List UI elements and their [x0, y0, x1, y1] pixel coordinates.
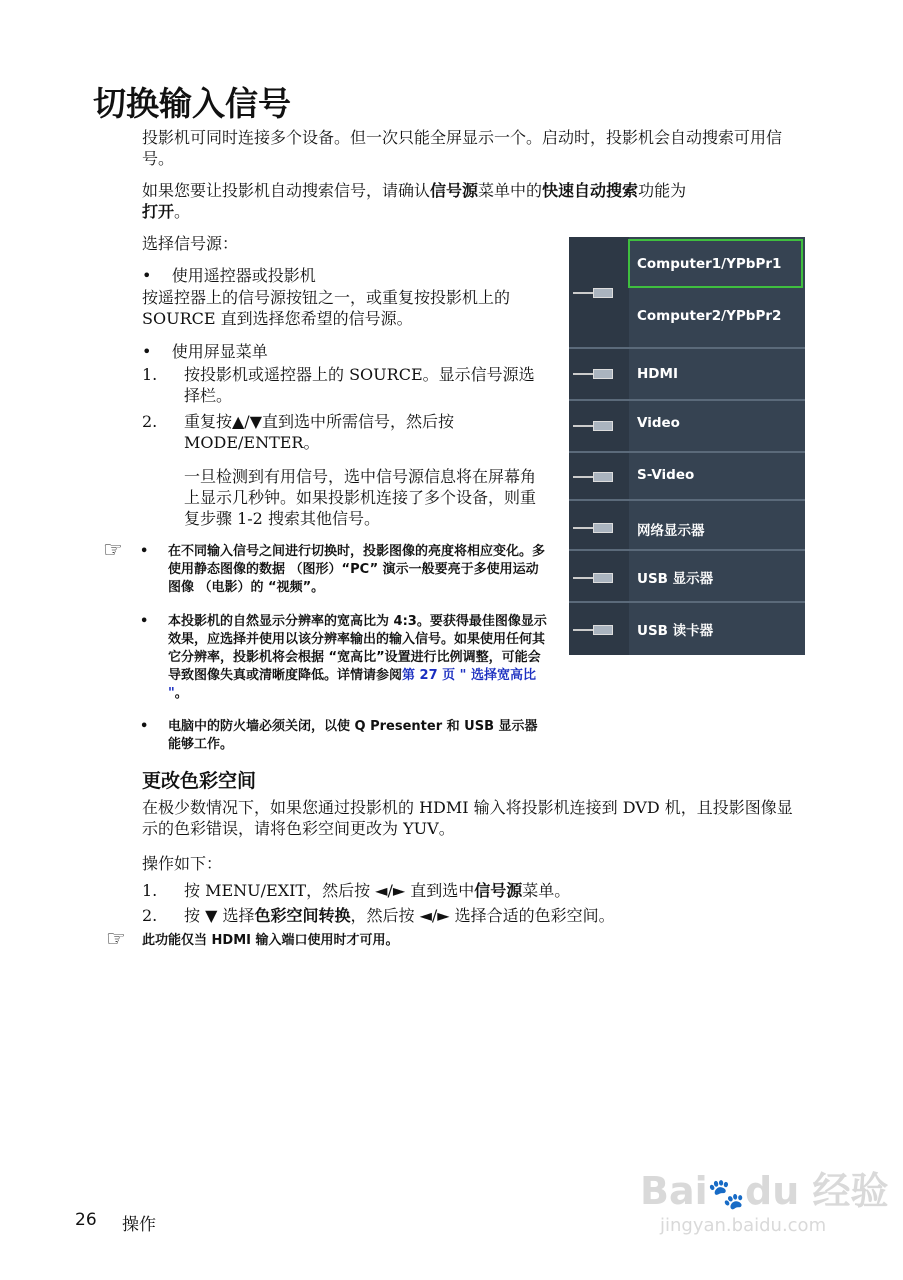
- source-item-usb-display[interactable]: USB 显示器: [637, 571, 714, 587]
- bullet-text: 使用遥控器或投影机: [171, 266, 316, 285]
- source-item-video-row[interactable]: [569, 399, 805, 451]
- page-link[interactable]: 第 27 页 " 选择宽高比 ": [168, 668, 536, 701]
- ops-label: 操作如下：: [142, 854, 223, 873]
- rca-connector-icon: [573, 421, 617, 431]
- source-item-computer2[interactable]: Computer2/YPbPr2: [637, 308, 782, 324]
- hand-pointer-icon: ☞: [103, 538, 123, 563]
- source-item-hdmi[interactable]: HDMI: [637, 366, 678, 382]
- hdmi-connector-icon: [573, 369, 617, 379]
- usb-connector-icon: [573, 573, 617, 583]
- note-item: [168, 613, 548, 703]
- page-title: 切换输入信号: [93, 84, 291, 123]
- page-number: 26: [75, 1210, 97, 1230]
- source-item-computer1[interactable]: Computer1/YPbPr1: [637, 256, 782, 272]
- source-item-svideo[interactable]: S-Video: [637, 467, 695, 483]
- vga-connector-icon: [573, 288, 617, 298]
- footer-section: 操作: [122, 1215, 156, 1235]
- bullet: •: [140, 544, 149, 559]
- text: 。: [174, 686, 188, 701]
- step-number: 1.: [142, 881, 158, 900]
- bold-term: 色彩空间转换: [254, 906, 351, 925]
- text: 按 ▼ 选择: [184, 906, 255, 925]
- source-item-usb-reader-row[interactable]: [569, 601, 805, 655]
- select-label: 选择信号源：: [142, 234, 239, 253]
- section2-text: 在极少数情况下，如果您通过投影机的 HDMI 输入将投影机连接到 DVD 机，且投影图像显示的色彩错误，请将色彩空间更改为 YUV。: [142, 798, 793, 838]
- op-step: [184, 905, 615, 926]
- svideo-connector-icon: [573, 472, 617, 482]
- step-text: 重复按▲/▼直到选中所需信号，然后按 MODE/ENTER。: [184, 412, 455, 452]
- section-title-color-space: 更改色彩空间: [142, 770, 257, 792]
- text: 按 MENU/EXIT，然后按 ◄/► 直到选中: [184, 881, 475, 900]
- source-item-usb-display-row[interactable]: [569, 549, 805, 603]
- text: 菜单中的: [478, 181, 543, 200]
- source-selection-menu: [569, 237, 805, 655]
- bullet: •: [140, 614, 149, 629]
- source-item-video[interactable]: Video: [637, 415, 680, 431]
- text: 如果您要让投影机自动搜索信号，请确认: [142, 181, 431, 200]
- bullet-text: 使用屏显菜单: [171, 342, 268, 361]
- note-item: 在不同输入信号之间进行切换时，投影图像的亮度将相应变化。多使用静态图像的数据 （图形）“PC” 演示一般要亮于多使用运动图像 （电影）的 “视频”。: [168, 544, 546, 595]
- text: ，然后按 ◄/► 选择合适的色彩空间。: [350, 906, 615, 925]
- step-text: 按投影机或遥控器上的 SOURCE。显示信号源选择栏。: [184, 365, 535, 405]
- step-number: 2.: [142, 412, 158, 431]
- bullet-remote: • 使用遥控器或投影机: [142, 266, 316, 285]
- watermark-logo: Bai🐾du 经验: [640, 1169, 889, 1213]
- source-item-network-display[interactable]: 网络显示器: [637, 523, 705, 539]
- source-item-network-row[interactable]: [569, 499, 805, 551]
- bold-term: 打开: [142, 202, 175, 221]
- text: 功能为: [638, 181, 687, 200]
- bold-term: 信号源: [430, 181, 479, 200]
- source-item-svideo-row[interactable]: [569, 451, 805, 501]
- intro-paragraph-2: [142, 180, 782, 222]
- bold-term: 快速自动搜索: [542, 181, 639, 200]
- remote-text: 按遥控器上的信号源按钮之一，或重复按投影机上的 SOURCE 直到选择您希望的信号源。: [142, 288, 511, 328]
- text: 本投影机的自然显示分辨率的宽高比为 4:3。要获得最佳图像显示效果，应选择并使用以该分辨率输出的输入信号。如果使用任何其它分辨率，投影机将会根据 “宽高比”设置进行比例调整，可能会导致图像失真或清晰度降低。详情请参阅: [168, 614, 547, 683]
- source-item-hdmi-row[interactable]: [569, 347, 805, 399]
- text: 。: [174, 202, 191, 221]
- op-step: [184, 880, 570, 901]
- source-item-usb-reader[interactable]: USB 读卡器: [637, 623, 714, 639]
- intro-paragraph: 投影机可同时连接多个设备。但一次只能全屏显示一个。启动时，投影机会自动搜索可用信号。: [142, 128, 783, 168]
- step-extra: 一旦检测到有用信号，选中信号源信息将在屏幕角上显示几秒钟。如果投影机连接了多个设备，则重复步骤 1-2 搜索其他信号。: [184, 467, 537, 528]
- bold-term: 信号源: [474, 881, 523, 900]
- step-number: 1.: [142, 365, 158, 384]
- usb-reader-icon: [573, 625, 617, 635]
- final-note: 此功能仅当 HDMI 输入端口使用时才可用。: [142, 933, 399, 948]
- hand-pointer-icon: ☞: [106, 927, 126, 952]
- step-number: 2.: [142, 906, 158, 925]
- note-item: 电脑中的防火墙必须关闭，以使 Q Presenter 和 USB 显示器能够工作。: [168, 719, 538, 752]
- source-group-computer: [569, 237, 805, 347]
- watermark-url: jingyan.baidu.com: [660, 1215, 827, 1236]
- bullet: •: [140, 719, 149, 734]
- bullet-osd: • 使用屏显菜单: [142, 342, 268, 361]
- network-connector-icon: [573, 523, 617, 533]
- text: 菜单。: [522, 881, 571, 900]
